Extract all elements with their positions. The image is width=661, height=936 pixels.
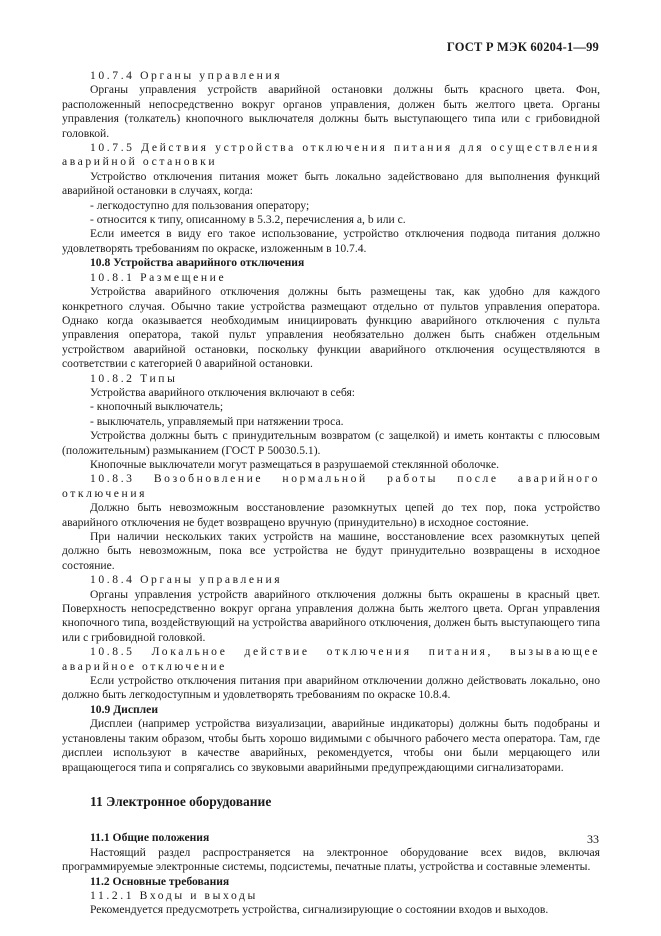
- section-heading: 11.2 Основные требования: [90, 874, 230, 888]
- subsection-heading: 10.8.1 Размещение: [90, 270, 227, 284]
- subsection-heading: 10.8.5 Локальное действие отключения питания, вызывающее аварийное отключение: [62, 645, 600, 673]
- paragraph: Кнопочные выключатели могут размещаться в разрушаемой стеклянной оболочке.: [90, 457, 500, 471]
- subsection-heading: 10.8.3 Возобновление нормальной работы после аварийного отключения: [62, 472, 600, 500]
- document-body: [62, 69, 600, 918]
- list-item: - легкодоступно для пользования оператору;: [90, 198, 310, 212]
- chapter-title: 11 Электронное оборудование: [90, 793, 272, 809]
- paragraph: Если устройство отключения питания при аварийном отключении должно действовать локально, оно должно быть легкодоступным и удовлетворять требованиям по окраске 10.8.4.: [62, 674, 600, 702]
- paragraph: Дисплеи (например устройства визуализации, аварийные индикаторы) должны быть подобраны и установлены таким образом, чтобы быть хорошо видимыми с обычного рабочего места оператора. Там, где дисплеи используют в качестве аварийных, рекомендуется, чтобы они были мерцающего или вращающегося типа и сопрягались со звуковыми аварийными предупреждающими сигнализаторами.: [62, 717, 600, 774]
- section-heading: 11.1 Общие положения: [90, 831, 210, 845]
- page-number: 33: [587, 832, 599, 846]
- list-item: - кнопочный выключатель;: [90, 400, 224, 414]
- paragraph: Рекомендуется предусмотреть устройства, сигнализирующие о состоянии входов и выходов.: [90, 903, 549, 917]
- paragraph: Устройство отключения питания может быть локально задействовано для выполнения функций аварийной остановки в случаях, когда:: [62, 169, 600, 198]
- paragraph: Устройства должны быть с принудительным возвратом (с защелкой) и иметь контакты с плюсовым (положительным) размыканием (ГОСТ Р 50030.5.1).: [62, 429, 600, 457]
- paragraph: Органы управления устройств аварийной остановки должны быть красного цвета. Фон, расположенный непосредственно вокруг органов управления, должен быть желтого цвета. Органы управления (толкатель) кнопочного выключателя должны быть выступающего типа или с грибовидной головкой.: [62, 83, 600, 140]
- subsection-heading: 10.7.5 Действия устройства отключения питания для осуществления аварийной остановки: [62, 141, 600, 169]
- paragraph: Настоящий раздел распространяется на электронное оборудование всех видов, включая программируемые электронные системы, подсистемы, печатные платы, устройства и составные элементы.: [62, 845, 600, 874]
- section-heading: 10.8 Устройства аварийного отключения: [90, 256, 305, 270]
- paragraph: Органы управления устройств аварийного отключения должны быть окрашены в красный цвет. Поверхность непосредственно вокруг органа управления должна быть желтого цвета. Орган управления кнопочного типа, воздействующий на устройства аварийного отключения, должен быть выступающего типа или с грибовидной головкой.: [62, 587, 600, 644]
- paragraph: Устройства аварийного отключения включают в себя:: [90, 385, 356, 399]
- paragraph: Устройства аварийного отключения должны быть размещены так, как удобно для каждого конкретного случая. Обычно такие устройства размещают отдельно от пультов управления оператора. Однако когда оказывается необходимым инициировать функцию аварийного отключения с пульта управления оператора, такой пульт управления необязательно должен быть снабжен отдельным устройством аварийной остановки, поскольку функции аварийного отключения осуществляются в соответствии с категорией 0 аварийной остановки.: [62, 285, 600, 371]
- subsection-heading: 10.8.2 Типы: [90, 371, 178, 385]
- subsection-heading: 11.2.1 Входы и выходы: [90, 888, 258, 902]
- list-item: - выключатель, управляемый при натяжении троса.: [90, 414, 344, 428]
- paragraph: Должно быть невозможным восстановление разомкнутых цепей до тех пор, пока устройство аварийного отключения не будет возвращено вручную (принудительно) в исходное состояние.: [62, 501, 600, 529]
- paragraph: Если имеется в виду его такое использование, устройство отключения подвода питания должно удовлетворять требованиям по окраске, изложенным в 10.7.4.: [62, 227, 600, 255]
- subsection-heading: 10.7.4 Органы управления: [90, 69, 283, 82]
- document-header: ГОСТ Р МЭК 60204-1—99: [446, 40, 599, 54]
- paragraph: При наличии нескольких таких устройств на машине, восстановление всех разомкнутых цепей должно быть невозможным, пока все устройства не будут принудительно возвращены в исходное состояние.: [62, 530, 600, 572]
- section-heading: 10.9 Дисплеи: [90, 702, 159, 716]
- list-item: - относится к типу, описанному в 5.3.2, перечисления a, b или c.: [90, 213, 406, 227]
- subsection-heading: 10.8.4 Органы управления: [90, 573, 283, 587]
